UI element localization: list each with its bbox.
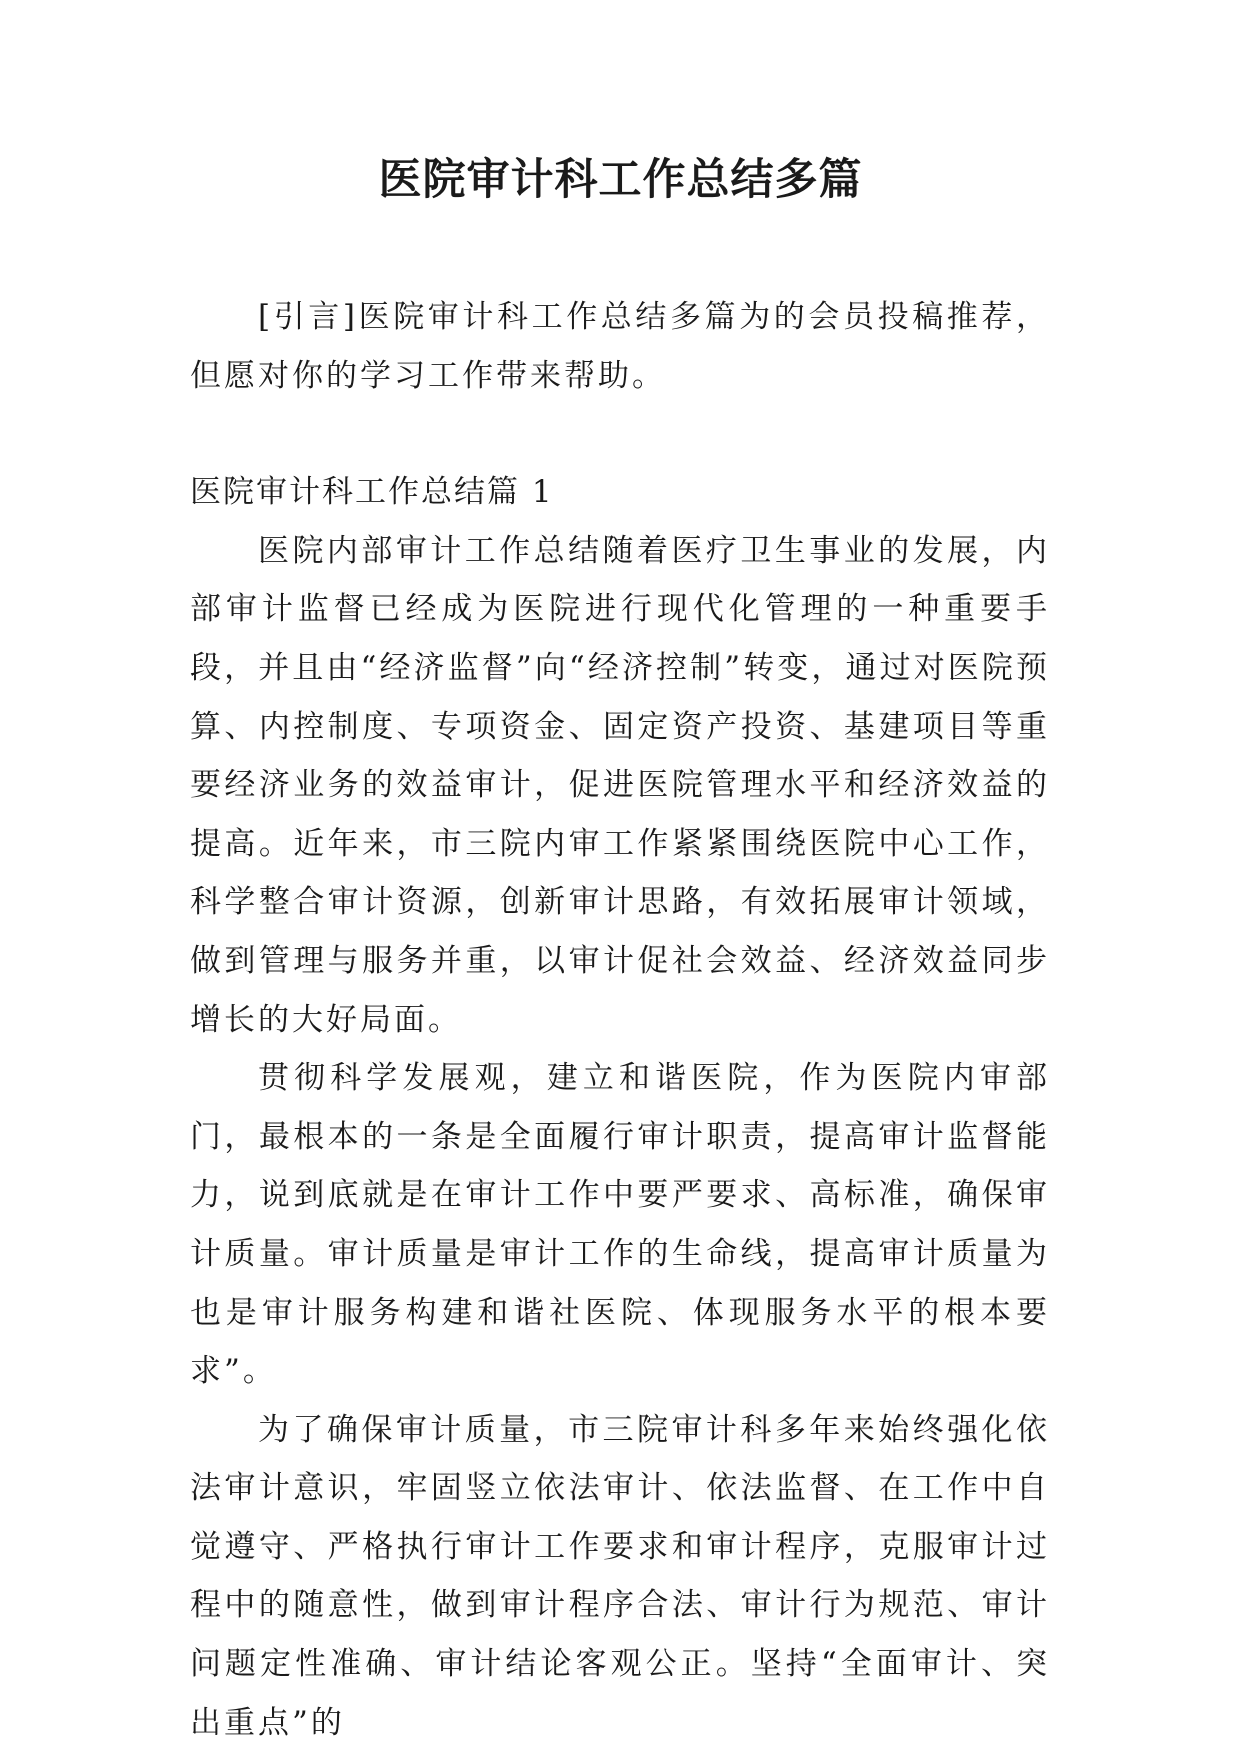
- body-paragraph-2: 贯彻科学发展观，建立和谐医院，作为医院内审部门，最根本的一条是全面履行审计职责，提高审计监督能力，说到底就是在审计工作中要严要求、高标准，确保审计质量。审计质量是审计工作的生命线，提高审计质量为也是审计服务构建和谐社医院、体现服务水平的根本要求”。: [190, 1060, 1050, 1390]
- body-paragraph-1: 医院内部审计工作总结随着医疗卫生事业的发展，内部审计监督已经成为医院进行现代化管理的一种重要手段，并且由“经济监督”向“经济控制”转变，通过对医院预算、内控制度、专项资金、固定资产投资、基建项目等重要经济业务的效益审计，促进医院管理水平和经济效益的提高。近年来，市三院内审工作紧紧围绕医院中心工作，科学整合审计资源，创新审计思路，有效拓展审计领域，做到管理与服务并重，以审计促社会效益、经济效益同步增长的大好局面。: [190, 532, 1050, 1038]
- document-body: [190, 288, 1050, 1752]
- body-paragraph-3: 为了确保审计质量，市三院审计科多年来始终强化依法审计意识，牢固竖立依法审计、依法监督、在工作中自觉遵守、严格执行审计工作要求和审计程序，克服审计过程中的随意性，做到审计程序合法、审计行为规范、审计问题定性准确、审计结论客观公正。坚持“全面审计、突出重点”的: [190, 1411, 1050, 1741]
- section-heading: 医院审计科工作总结篇 1: [190, 474, 554, 511]
- document-title: 医院审计科工作总结多篇: [378, 155, 863, 205]
- intro-paragraph: [引言]医院审计科工作总结多篇为的会员投稿推荐，但愿对你的学习工作带来帮助。: [190, 299, 1050, 394]
